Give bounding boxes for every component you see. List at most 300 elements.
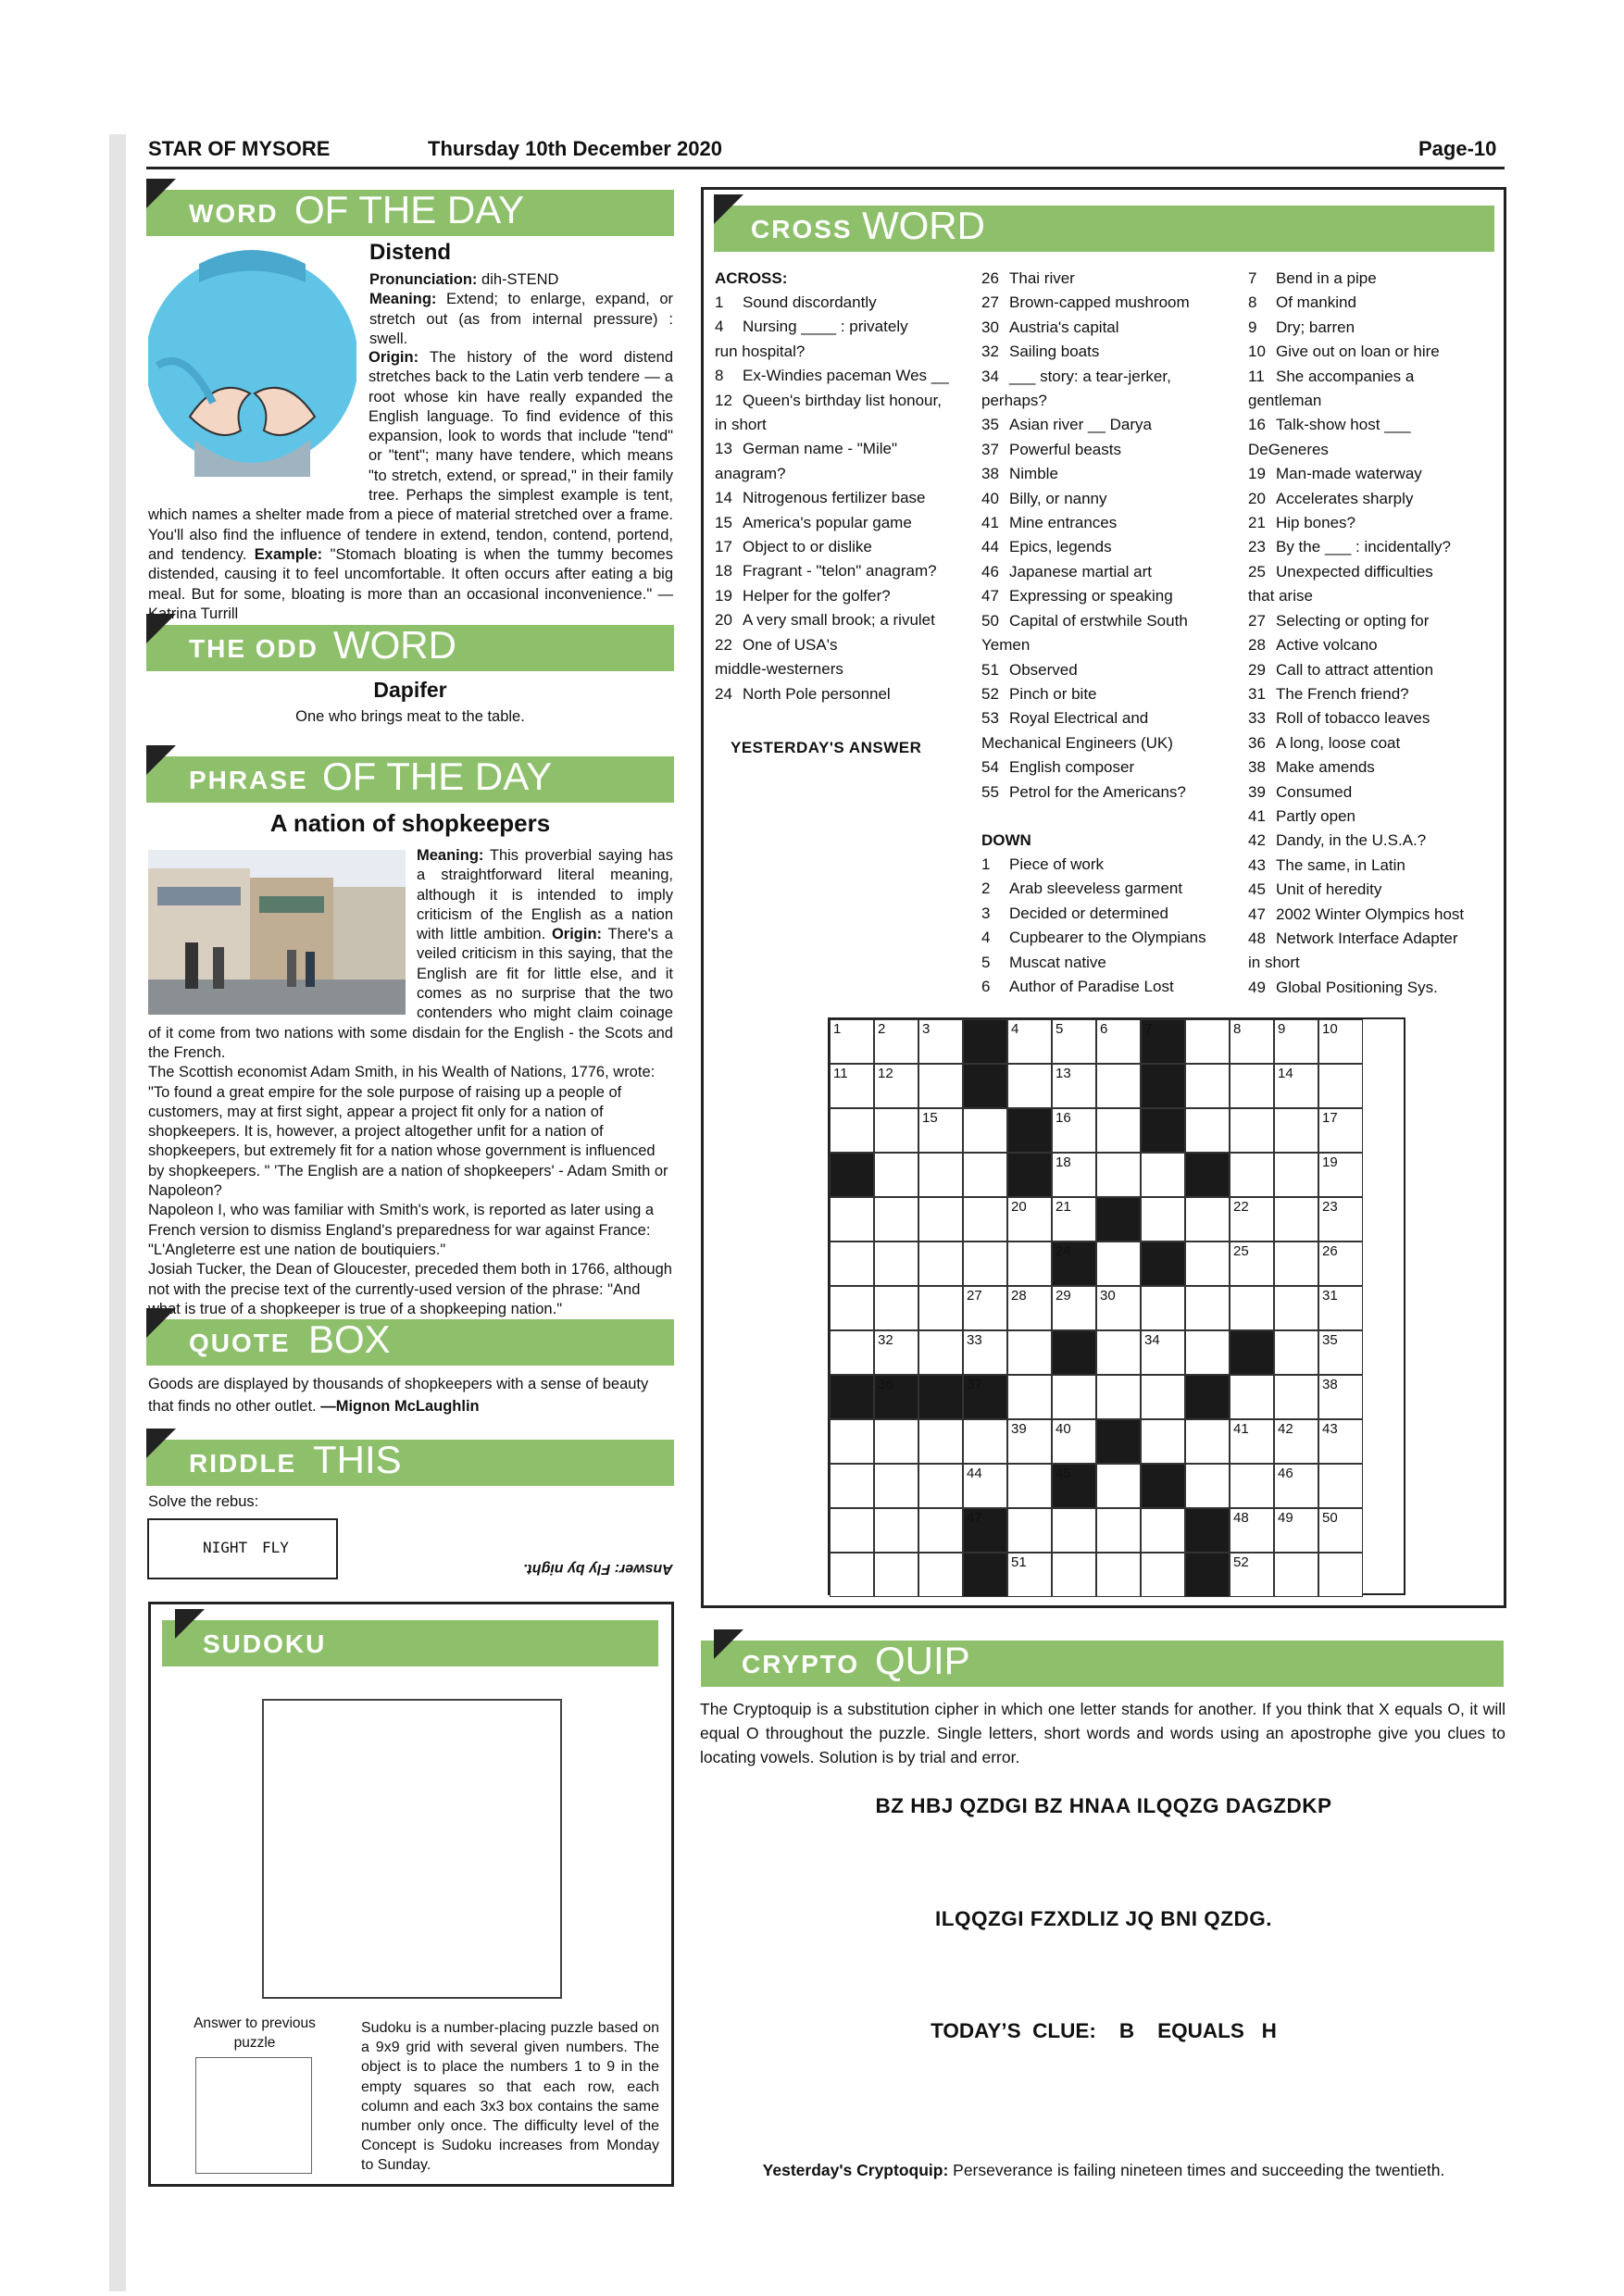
crossword-cell bbox=[1274, 1330, 1318, 1375]
clue-text: Dry; barren bbox=[1276, 318, 1355, 336]
crossword-cell bbox=[1007, 1553, 1052, 1597]
clue-line bbox=[1248, 780, 1464, 805]
crossword-cell bbox=[1052, 1375, 1096, 1419]
clue-line bbox=[1248, 609, 1464, 633]
crossword-cell bbox=[1096, 1064, 1141, 1108]
clue-line bbox=[715, 633, 949, 657]
clue-line bbox=[715, 291, 949, 315]
clue-text: Network Interface Adapter bbox=[1276, 929, 1458, 947]
crossword-cell bbox=[1274, 1553, 1318, 1597]
crossword-cell bbox=[1052, 1508, 1096, 1553]
cell-number: 20 bbox=[1011, 1199, 1027, 1215]
clue-line bbox=[981, 291, 1190, 315]
clue-number: 29 bbox=[1248, 660, 1266, 679]
clue-line bbox=[981, 609, 1190, 633]
cell-number: 19 bbox=[1322, 1154, 1338, 1170]
crossword-cell bbox=[1007, 1464, 1052, 1508]
cell-number: 18 bbox=[1056, 1154, 1071, 1170]
clue-text: run hospital? bbox=[715, 342, 806, 360]
clue-line bbox=[981, 462, 1190, 486]
cell-number: 12 bbox=[878, 1066, 893, 1081]
cell-number: 37 bbox=[967, 1377, 982, 1392]
clue-number: 31 bbox=[1248, 684, 1266, 703]
crossword-cell bbox=[1230, 1553, 1274, 1597]
crossword-cell bbox=[1052, 1419, 1096, 1464]
cell-number: 29 bbox=[1056, 1288, 1071, 1304]
crossword-cell bbox=[1318, 1375, 1363, 1419]
crossword-cell bbox=[830, 1330, 874, 1375]
clue-number: 37 bbox=[981, 440, 999, 458]
cell-number: 22 bbox=[1233, 1199, 1249, 1215]
origin-label: Origin: bbox=[369, 349, 419, 366]
clue-text: She accompanies a bbox=[1276, 367, 1415, 385]
clue-text: Cupbearer to the Olympians bbox=[1009, 929, 1206, 947]
riddle-answer-upside-down: Answer: Fly by night. bbox=[523, 1561, 673, 1577]
clue-line bbox=[1248, 854, 1464, 878]
black-square bbox=[1185, 1553, 1230, 1597]
cell-number: 25 bbox=[1233, 1243, 1249, 1259]
crossword-cell bbox=[874, 1064, 918, 1108]
odd-word-banner bbox=[146, 625, 674, 671]
crossword-cell bbox=[874, 1242, 918, 1286]
phrase-body bbox=[148, 846, 673, 1319]
quote-banner bbox=[146, 1319, 674, 1366]
crossword-cell bbox=[874, 1419, 918, 1464]
clue-text: Mine entrances bbox=[1009, 514, 1118, 532]
crossword-cell bbox=[918, 1153, 963, 1197]
clue-number: 50 bbox=[981, 611, 999, 630]
crossword-cell bbox=[1318, 1242, 1363, 1286]
cell-number: 36 bbox=[878, 1377, 893, 1392]
cell-number: 41 bbox=[1233, 1421, 1249, 1437]
clue-text: Nursing ____ : privately bbox=[743, 318, 908, 336]
crossword-cell bbox=[918, 1419, 963, 1464]
clue-text: English composer bbox=[1009, 758, 1135, 777]
clue-number: 54 bbox=[981, 758, 999, 777]
crossword-cell bbox=[918, 1242, 963, 1286]
crossword-cell bbox=[1318, 1508, 1363, 1553]
crossword-cell bbox=[1141, 1419, 1185, 1464]
crossword-cell bbox=[1007, 1330, 1052, 1375]
black-square bbox=[1052, 1464, 1096, 1508]
clue-text: Powerful beasts bbox=[1009, 440, 1121, 458]
cell-number: 2 bbox=[878, 1021, 886, 1037]
banner-small: RIDDLE bbox=[189, 1449, 297, 1478]
cell-number: 13 bbox=[1056, 1066, 1071, 1081]
crossword-cell bbox=[830, 1419, 874, 1464]
crossword-cell bbox=[1096, 1508, 1141, 1553]
clue-text: Talk-show host ___ bbox=[1276, 416, 1411, 434]
sudoku-answer-label: Answer to previous puzzle bbox=[194, 2015, 316, 2051]
crossword-cell bbox=[1318, 1419, 1363, 1464]
clue-line bbox=[981, 706, 1190, 730]
black-square bbox=[1141, 1108, 1185, 1153]
crossword-cell bbox=[1230, 1108, 1274, 1153]
clue-text: perhaps? bbox=[981, 392, 1047, 410]
pronunciation: dih-STEND bbox=[481, 271, 559, 288]
clue-number: 48 bbox=[1248, 929, 1266, 947]
banner-corner bbox=[175, 1609, 205, 1639]
crossword-cell bbox=[1141, 1286, 1185, 1330]
crossword-cell bbox=[1274, 1108, 1318, 1153]
pron-label: Pronunciation: bbox=[369, 271, 478, 288]
crossword-cell bbox=[1274, 1419, 1318, 1464]
clue-number: 28 bbox=[1248, 636, 1266, 655]
clue-line bbox=[1248, 731, 1464, 755]
yesterday-cryptoquip bbox=[701, 2161, 1506, 2180]
crossword-cell bbox=[1230, 1286, 1274, 1330]
crossword-cell bbox=[1141, 1330, 1185, 1375]
clue-number: 45 bbox=[1248, 880, 1266, 899]
clue-line bbox=[981, 731, 1190, 755]
clue-line bbox=[981, 487, 1190, 511]
float-spacer bbox=[148, 846, 417, 1017]
sudoku-grid bbox=[262, 1699, 562, 1999]
clues-column-1 bbox=[715, 291, 949, 706]
clue-text: Thai river bbox=[1009, 269, 1075, 287]
clue-number: 42 bbox=[1248, 831, 1266, 850]
clue-number: 49 bbox=[1248, 978, 1266, 996]
clues-column-2 bbox=[981, 267, 1190, 805]
clue-number: 25 bbox=[1248, 562, 1266, 580]
crossword-cell bbox=[1052, 1108, 1096, 1153]
black-square bbox=[1007, 1108, 1052, 1153]
clue-text: Call to attract attention bbox=[1276, 660, 1434, 679]
banner-corner bbox=[146, 179, 176, 208]
clue-text: Bend in a pipe bbox=[1276, 269, 1377, 287]
clue-number: 18 bbox=[715, 562, 732, 580]
clue-line bbox=[1248, 560, 1464, 584]
clue-line bbox=[981, 267, 1190, 291]
crossword-cell bbox=[963, 1464, 1007, 1508]
clue-line bbox=[1248, 389, 1464, 413]
clue-text: Author of Paradise Lost bbox=[1009, 978, 1174, 996]
clue-line bbox=[981, 658, 1190, 682]
clue-text: The French friend? bbox=[1276, 684, 1409, 703]
clue-number: 2 bbox=[981, 880, 991, 898]
black-square bbox=[1141, 1464, 1185, 1508]
crossword-cell bbox=[1096, 1553, 1141, 1597]
clue-number: 41 bbox=[981, 514, 999, 532]
crossword-cell bbox=[1185, 1242, 1230, 1286]
word-of-day-banner bbox=[146, 190, 674, 236]
clue-text: Give out on loan or hire bbox=[1276, 343, 1440, 361]
quote-text bbox=[148, 1373, 673, 1417]
cell-number: 47 bbox=[967, 1510, 982, 1526]
clue-number: 30 bbox=[981, 318, 999, 336]
clue-number: 17 bbox=[715, 538, 732, 556]
clue-line bbox=[1248, 316, 1464, 340]
cell-number: 30 bbox=[1100, 1288, 1116, 1304]
clue-text: Object to or dislike bbox=[743, 538, 872, 556]
crossword-cell bbox=[1096, 1464, 1141, 1508]
clue-line bbox=[1248, 633, 1464, 657]
clue-number: 26 bbox=[981, 269, 999, 287]
clue-number: 55 bbox=[981, 782, 999, 801]
clue-line bbox=[1248, 584, 1464, 608]
crossword-cell bbox=[1141, 1153, 1185, 1197]
crossword-cell bbox=[1318, 1153, 1363, 1197]
clue-text: Of mankind bbox=[1276, 293, 1356, 312]
cell-number: 35 bbox=[1322, 1332, 1338, 1348]
black-square bbox=[1230, 1330, 1274, 1375]
clue-number: 8 bbox=[715, 367, 724, 385]
clue-line bbox=[981, 682, 1190, 706]
banner-big: BOX bbox=[308, 1317, 391, 1361]
clue-line bbox=[715, 389, 949, 413]
crossword-cell bbox=[874, 1286, 918, 1330]
cell-number: 21 bbox=[1056, 1199, 1071, 1215]
crossword-cell bbox=[1185, 1108, 1230, 1153]
cryptoquip-clue: TODAY’S CLUE: B EQUALS H bbox=[931, 2019, 1277, 2042]
clue-number: 35 bbox=[981, 416, 999, 434]
cell-number: 24 bbox=[1056, 1243, 1071, 1259]
phrase-meaning: This proverbial saying has a straightforward literal meaning, although it is intended to imply criticism of the English as a nation with little ambition. bbox=[417, 847, 673, 943]
cell-number: 8 bbox=[1233, 1021, 1242, 1037]
crossword-cell bbox=[1007, 1419, 1052, 1464]
riddle-banner bbox=[146, 1440, 674, 1486]
clue-text: Muscat native bbox=[1009, 953, 1106, 971]
black-square bbox=[1185, 1153, 1230, 1197]
clue-line bbox=[1248, 951, 1464, 975]
black-square bbox=[963, 1019, 1007, 1064]
clue-number: 32 bbox=[981, 343, 999, 361]
clue-line bbox=[715, 559, 949, 583]
crossword-cell bbox=[874, 1464, 918, 1508]
clue-number: 19 bbox=[1248, 465, 1266, 483]
black-square bbox=[1141, 1242, 1185, 1286]
crossword-cell bbox=[1141, 1508, 1185, 1553]
meaning: Extend; to enlarge, expand, or stretch out (as from internal pressure) : swell. bbox=[369, 291, 673, 347]
black-square bbox=[1185, 1508, 1230, 1553]
cell-number: 1 bbox=[833, 1021, 842, 1037]
cell-number: 46 bbox=[1278, 1466, 1293, 1481]
crossword-cell bbox=[830, 1242, 874, 1286]
odd-word-definition: One who brings meat to the table. bbox=[295, 708, 525, 725]
crossword-cell bbox=[830, 1019, 874, 1064]
yesterday-cryptoquip-label: Yesterday's Cryptoquip: bbox=[762, 2161, 949, 2179]
crossword-cell bbox=[1230, 1242, 1274, 1286]
clue-number: 22 bbox=[715, 635, 732, 654]
banner-big: THIS bbox=[313, 1438, 402, 1481]
crossword-cell bbox=[1274, 1508, 1318, 1553]
crossword-cell bbox=[918, 1464, 963, 1508]
clue-text: Unit of heredity bbox=[1276, 880, 1382, 899]
clue-text: Mechanical Engineers (UK) bbox=[981, 733, 1173, 752]
banner-small: QUOTE bbox=[189, 1329, 291, 1357]
black-square bbox=[1052, 1330, 1096, 1375]
cell-number: 14 bbox=[1278, 1066, 1293, 1081]
crossword-cell bbox=[918, 1508, 963, 1553]
clue-text: America's popular game bbox=[743, 513, 912, 531]
header-rule bbox=[146, 167, 1505, 169]
clue-line bbox=[715, 315, 949, 339]
riddle-prompt: Solve the rebus: bbox=[148, 1493, 259, 1510]
crossword-cell bbox=[1007, 1375, 1052, 1419]
black-square bbox=[830, 1375, 874, 1419]
crossword-cell bbox=[1052, 1153, 1096, 1197]
clue-number: 52 bbox=[981, 684, 999, 703]
clue-text: Selecting or opting for bbox=[1276, 611, 1430, 630]
sudoku-answer-grid bbox=[195, 2057, 312, 2174]
crossword-cell bbox=[1185, 1064, 1230, 1108]
black-square bbox=[1007, 1153, 1052, 1197]
clue-number: 38 bbox=[981, 465, 999, 483]
clue-number: 41 bbox=[1248, 806, 1266, 825]
clue-line bbox=[981, 584, 1190, 608]
crossword-cell bbox=[963, 1153, 1007, 1197]
clue-text: Queen's birthday list honour, bbox=[743, 391, 942, 409]
banner-corner bbox=[714, 194, 743, 224]
crossword-cell bbox=[1007, 1064, 1052, 1108]
clue-number: 33 bbox=[1248, 709, 1266, 728]
crossword-cell bbox=[1274, 1064, 1318, 1108]
cell-number: 52 bbox=[1233, 1554, 1249, 1570]
clue-line bbox=[1248, 462, 1464, 486]
rebus-word-b: FLY bbox=[262, 1539, 289, 1556]
crossword-cell bbox=[830, 1508, 874, 1553]
clue-text: Fragrant - "telon" anagram? bbox=[743, 562, 937, 580]
clue-line bbox=[1248, 291, 1464, 315]
crossword-cell bbox=[1318, 1553, 1363, 1597]
crossword-cell bbox=[830, 1108, 874, 1153]
crossword-cell bbox=[1096, 1286, 1141, 1330]
crossword-cell bbox=[1007, 1286, 1052, 1330]
clue-text: Japanese martial art bbox=[1009, 562, 1153, 580]
origin: The history of the word distend stretches back to the Latin verb tendere — a root whose kin have really expanded the English language. To find evidence of this expansion, look to words that include "tend" or "tent"; many have tendere, which means "to stretch, extend, or spread," in their family tree. Perhaps the simplest example is tent, which names a shelter made from a piece of material stretched over a frame. You'll also find the influence of tendere in extend, tendon, contend, portend, and tendency. bbox=[148, 349, 673, 563]
example-label: Example: bbox=[254, 545, 323, 563]
clue-number: 10 bbox=[1248, 343, 1266, 361]
clue-text: Accelerates sharply bbox=[1276, 489, 1414, 507]
clue-line bbox=[1248, 829, 1464, 853]
clue-text: Hip bones? bbox=[1276, 514, 1356, 532]
crossword-cell bbox=[918, 1197, 963, 1242]
clue-text: Capital of erstwhile South bbox=[1009, 611, 1188, 630]
clue-number: 13 bbox=[715, 440, 732, 458]
clue-line bbox=[981, 951, 1206, 975]
crossword-cell bbox=[963, 1242, 1007, 1286]
crossword-cell bbox=[1185, 1197, 1230, 1242]
cell-number: 50 bbox=[1322, 1510, 1338, 1526]
clue-text: Active volcano bbox=[1276, 636, 1378, 655]
cell-number: 11 bbox=[833, 1066, 848, 1081]
phrase-origin: There's a veiled criticism in this saying, that the English are fit for little else, and it comes as no surprise that the two contenders who might claim coinage of it come from two nations with some disdain for the English - the Scots and the French. bbox=[148, 926, 673, 1061]
clue-line bbox=[1248, 682, 1464, 706]
clue-number: 40 bbox=[981, 489, 999, 507]
crossword-cell bbox=[1318, 1286, 1363, 1330]
crossword-cell bbox=[1052, 1019, 1096, 1064]
banner-big: QUIP bbox=[875, 1639, 970, 1682]
cell-number: 23 bbox=[1322, 1199, 1338, 1215]
clue-line bbox=[981, 877, 1206, 901]
crossword-cell bbox=[1230, 1419, 1274, 1464]
clue-text: Brown-capped mushroom bbox=[1009, 293, 1190, 312]
cell-number: 48 bbox=[1233, 1510, 1249, 1526]
clue-number: 43 bbox=[1248, 855, 1266, 874]
clue-text: A long, loose coat bbox=[1276, 733, 1401, 752]
clue-text: Dandy, in the U.S.A.? bbox=[1276, 831, 1427, 850]
crossword-cell bbox=[1230, 1464, 1274, 1508]
crossword-cell bbox=[1318, 1108, 1363, 1153]
clue-line bbox=[715, 535, 949, 559]
clue-number: 4 bbox=[715, 318, 724, 336]
cell-number: 49 bbox=[1278, 1510, 1293, 1526]
crossword-cell bbox=[1141, 1375, 1185, 1419]
cell-number: 31 bbox=[1322, 1288, 1338, 1304]
clue-text: 2002 Winter Olympics host bbox=[1276, 905, 1465, 923]
clue-line bbox=[981, 560, 1190, 584]
issue-date: Thursday 10th December 2020 bbox=[428, 137, 722, 160]
clue-text: gentleman bbox=[1248, 392, 1322, 410]
clue-text: Yemen bbox=[981, 636, 1031, 655]
cell-number: 16 bbox=[1056, 1110, 1071, 1126]
cell-number: 27 bbox=[967, 1288, 982, 1304]
clue-number: 12 bbox=[715, 391, 732, 409]
clue-text: One of USA's bbox=[743, 635, 838, 654]
cryptoquip-intro: The Cryptoquip is a substitution cipher in which one letter stands for another. If you think that X equals O, it will equal O throughout the puzzle. Single letters, short words and words using an apostrophe give you clues to locating vowels. Solution is by trial and error. bbox=[700, 1700, 1505, 1766]
yesterday-cryptoquip-text: Perseverance is failing nineteen times and succeeding the twentieth. bbox=[953, 2161, 1445, 2179]
clue-line bbox=[1248, 535, 1464, 559]
clue-line bbox=[1248, 487, 1464, 511]
example: "Stomach bloating is when the tummy becomes distended, causing it to feel uncomfortable. It often occurs after eating a big meal. But for some, bloating is more than an occasional inconvenience." — Katrina Turrill bbox=[148, 545, 673, 622]
clue-line bbox=[981, 316, 1190, 340]
cryptoquip-line-2: ILQQZGI FZXDLIZ JQ BNI QZDG. bbox=[935, 1907, 1272, 1930]
word-origin-block bbox=[148, 348, 673, 624]
cell-number: 10 bbox=[1322, 1021, 1338, 1037]
crossword-cell bbox=[1318, 1064, 1363, 1108]
cell-number: 38 bbox=[1322, 1377, 1338, 1392]
cell-number: 45 bbox=[1056, 1466, 1071, 1481]
across-label: ACROSS: bbox=[715, 269, 788, 287]
clue-number: 7 bbox=[1248, 269, 1257, 287]
black-square bbox=[1141, 1064, 1185, 1108]
paper-name: STAR OF MYSORE bbox=[148, 137, 331, 160]
crossword-cell bbox=[874, 1197, 918, 1242]
crossword-cell bbox=[1052, 1286, 1096, 1330]
clue-number: 47 bbox=[981, 587, 999, 605]
banner-big: WORD bbox=[333, 623, 456, 667]
clue-line bbox=[981, 755, 1190, 780]
crossword-cell bbox=[1185, 1330, 1230, 1375]
clue-text: Make amends bbox=[1276, 758, 1375, 777]
crossword-banner bbox=[714, 206, 1494, 252]
crossword-cell bbox=[1318, 1464, 1363, 1508]
clue-line bbox=[981, 340, 1190, 364]
clue-text: North Pole personnel bbox=[743, 684, 891, 703]
crossword-cell bbox=[1096, 1153, 1141, 1197]
crossword-cell bbox=[1230, 1019, 1274, 1064]
crossword-cell bbox=[918, 1286, 963, 1330]
crossword-cell bbox=[874, 1553, 918, 1597]
banner-big: WORD bbox=[862, 204, 985, 247]
clue-number: 39 bbox=[1248, 782, 1266, 801]
clue-number: 16 bbox=[1248, 416, 1266, 434]
black-square bbox=[874, 1375, 918, 1419]
crossword-cell bbox=[1230, 1197, 1274, 1242]
cell-number: 34 bbox=[1144, 1332, 1160, 1348]
black-square bbox=[963, 1064, 1007, 1108]
clue-text: Decided or determined bbox=[1009, 904, 1168, 922]
phrase-paragraph: Napoleon I, who was familiar with Smith's work, is reported as later using a French version to dismiss England's preparedness for war against France: "L'Angleterre est une nation de boutiquiers." bbox=[148, 1202, 655, 1258]
crossword-cell bbox=[963, 1197, 1007, 1242]
quote-body: Goods are displayed by thousands of shopkeepers with a sense of beauty that finds no other outlet. bbox=[148, 1376, 649, 1415]
crossword-cell bbox=[1318, 1330, 1363, 1375]
clue-text: Sound discordantly bbox=[743, 293, 877, 311]
clue-line bbox=[715, 462, 949, 486]
clue-text: Epics, legends bbox=[1009, 538, 1112, 556]
clue-number: 24 bbox=[715, 684, 732, 703]
crossword-cell bbox=[918, 1019, 963, 1064]
